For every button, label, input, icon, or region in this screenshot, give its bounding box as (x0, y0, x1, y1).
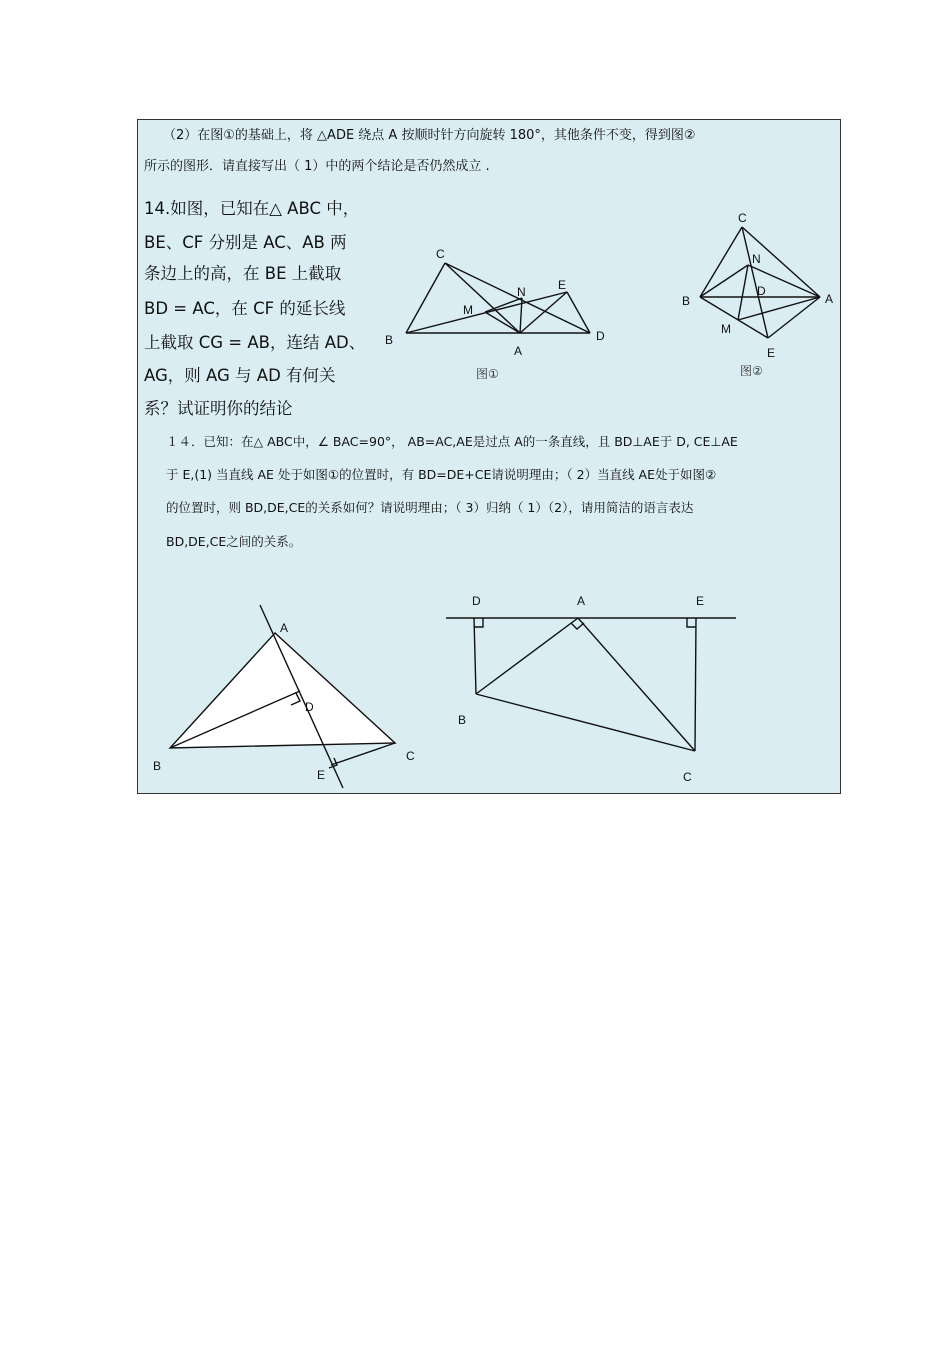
fig2-label-a: A (825, 292, 834, 306)
fig2-label-e: E (767, 346, 776, 360)
fig4-label-b: B (458, 713, 467, 727)
fig3-label-e: E (317, 768, 326, 782)
fig4-label-d: D (472, 594, 481, 608)
fig3-label-a: A (280, 621, 289, 635)
fig2-label-b: B (682, 294, 691, 308)
fig1-label-m: M (463, 303, 473, 317)
fig4-label-c: C (683, 770, 692, 784)
fig2-caption: 图② (740, 364, 763, 378)
fig2-label-d: D (757, 284, 766, 298)
problem-14a-line: 14.如图，已知在△ ABC 中， (144, 199, 360, 218)
fig1-label-a: A (514, 344, 523, 358)
problem-14a-line: 系？试证明你的结论 (144, 399, 293, 418)
fig3-label-b: B (153, 759, 162, 773)
figure-3-diagram (140, 595, 430, 795)
fig2-label-c: C (738, 211, 747, 225)
problem-14a-line: BE、CF 分别是 AC、AB 两 (144, 233, 347, 252)
problem-14a-line: BD = AC，在 CF 的延长线 (144, 299, 346, 318)
figure-2-diagram (670, 205, 845, 380)
problem-14b-line: １４．已知：在△ ABC中，∠ BAC=90°， AB=AC,AE是过点 A的一条直线，且 BD⊥AE于 D, CE⊥AE (166, 434, 738, 449)
problem-14a-line: AG，则 AG 与 AD 有何关 (144, 366, 336, 385)
fig1-label-n: N (517, 285, 526, 299)
fig1-label-d: D (596, 329, 605, 343)
fig1-label-c: C (436, 247, 445, 261)
fig2-label-m: M (721, 322, 731, 336)
part2-line-2: 所示的图形．请直接写出（ 1）中的两个结论是否仍然成立 . (144, 159, 490, 174)
fig3-label-d: D (305, 700, 314, 714)
problem-14a-line: 上截取 CG = AB，连结 AD、 (144, 333, 366, 352)
fig4-label-a: A (577, 594, 586, 608)
problem-14b-line: 于 E,(1) 当直线 AE 处于如图①的位置时，有 BD=DE+CE请说明理由；（ 2）当直线 AE处于如图② (166, 467, 717, 482)
fig1-label-e: E (558, 278, 567, 292)
part2-line-1: （2）在图①的基础上，将 △ADE 绕点 A 按顺时针方向旋转 180°，其他条件不变，得到图② (163, 128, 696, 143)
fig3-label-c: C (406, 749, 415, 763)
problem-14b-line: BD,DE,CE之间的关系。 (166, 534, 302, 549)
problem-14a-line: 条边上的高，在 BE 上截取 (144, 264, 342, 283)
fig1-caption: 图① (476, 367, 499, 381)
problem-14b-line: 的位置时，则 BD,DE,CE的关系如何？请说明理由；（ 3）归纳（ 1）（2），请用简洁的语言表达 (166, 500, 694, 515)
fig4-label-e: E (696, 594, 705, 608)
fig2-label-n: N (752, 252, 761, 266)
figure-1-diagram (380, 240, 620, 390)
figure-4-diagram (440, 588, 750, 788)
fig1-label-b: B (385, 333, 394, 347)
